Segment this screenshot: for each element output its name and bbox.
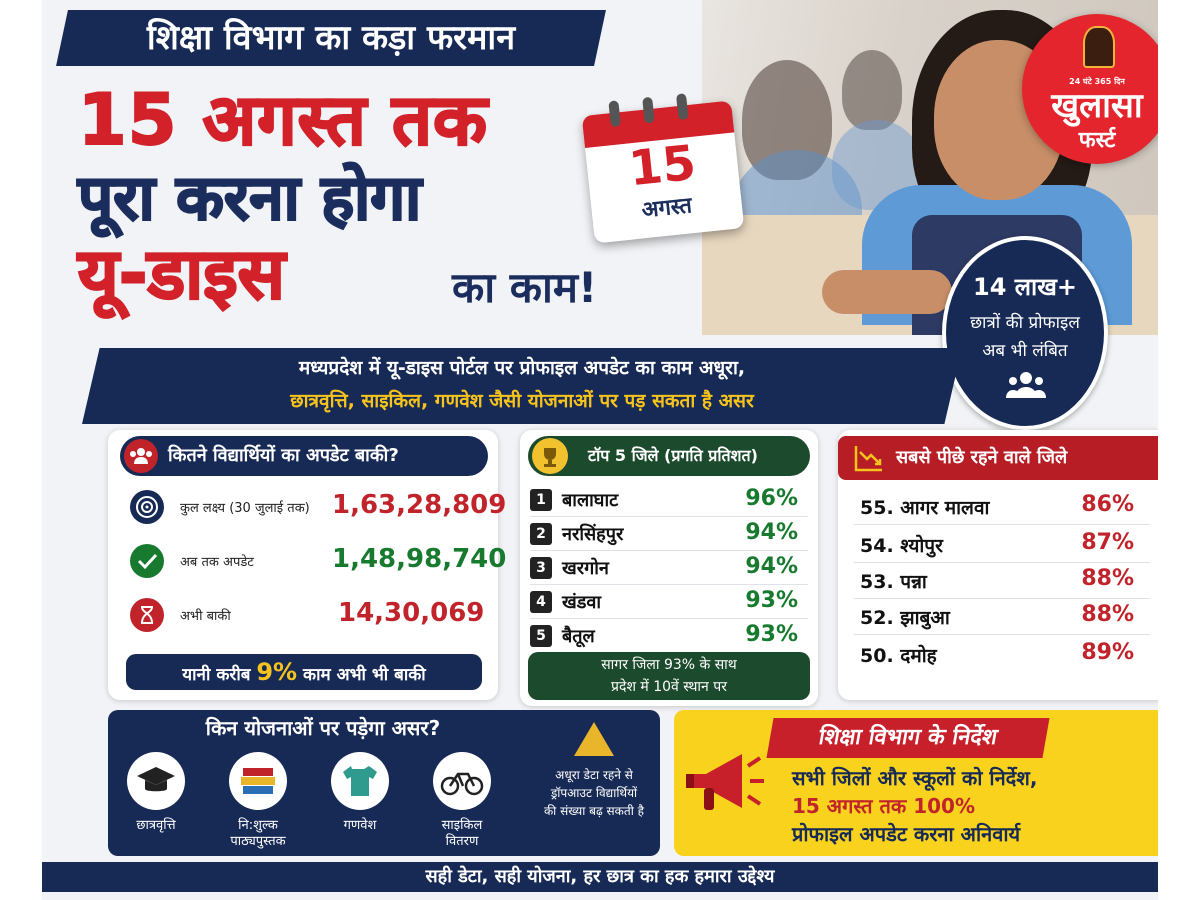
district-name: खरगोन — [562, 558, 609, 579]
instructions-title: शिक्षा विभाग के निर्देश — [766, 718, 1049, 758]
megaphone-icon — [678, 736, 768, 826]
district-pct: 89% — [1081, 640, 1134, 665]
rank: 1 — [530, 489, 552, 511]
list-item — [530, 618, 808, 652]
group-icon — [124, 439, 158, 473]
warning-line-2: ड्रॉपआउट विद्यार्थियों — [550, 786, 638, 800]
district-pct: 87% — [1081, 530, 1134, 555]
sagar-note-line-1: सागर जिला 93% के साथ — [601, 657, 737, 673]
pending-summary-suffix: काम अभी भी बाकी — [303, 665, 426, 685]
subheadline-line-2: छात्रवृत्ति, साइकिल, गणवेश जैसी योजनाओं पर पड़ सकता है असर — [290, 390, 754, 412]
district-pct: 88% — [1081, 602, 1134, 627]
pending-summary — [126, 654, 482, 690]
list-item — [530, 516, 808, 551]
scheme-label-line-1: नि:शुल्क — [238, 818, 278, 833]
instructions-line-2: 15 अगस्त तक 100% — [792, 794, 975, 818]
calendar-month: अगस्त — [640, 193, 694, 224]
hourglass-icon — [130, 598, 164, 632]
updated-label: अब तक अपडेट — [180, 555, 254, 570]
scheme-uniform — [320, 752, 400, 834]
pending-updates-title-text: कितने विद्यार्थियों का अपडेट बाकी? — [168, 445, 399, 466]
scheme-label — [422, 818, 502, 850]
pending-summary-prefix: यानी करीब — [182, 665, 251, 685]
headline-line-3: यू-डाइस — [78, 233, 285, 315]
scheme-label — [218, 818, 298, 850]
rank: 2 — [530, 523, 552, 545]
poster — [42, 0, 1158, 900]
pending-badge — [942, 236, 1108, 430]
remaining-value: 14,30,069 — [338, 598, 485, 628]
scheme-label: गणवेश — [343, 818, 377, 833]
district-pct: 96% — [745, 486, 798, 511]
pending-line-1: छात्रों की प्रोफाइल — [970, 313, 1080, 333]
bottom-title-text: सबसे पीछे रहने वाले जिले — [896, 447, 1068, 468]
uniform-icon — [331, 752, 389, 810]
scheme-free-textbooks — [218, 752, 298, 850]
top5-title-text: टॉप 5 जिले (प्रगति प्रतिशत) — [588, 446, 758, 465]
calendar-icon — [582, 101, 745, 244]
calendar-ring — [608, 100, 621, 127]
sagar-note-line-2: प्रदेश में 10वें स्थान पर — [611, 679, 727, 695]
updated-value: 1,48,98,740 — [332, 544, 507, 574]
district-name: 52. झाबुआ — [860, 607, 950, 629]
list-item — [854, 526, 1150, 563]
headline-line-1: 15 अगस्त तक — [78, 79, 488, 161]
top5-title — [528, 436, 810, 476]
instructions-line-3: प्रोफाइल अपडेट करना अनिवार्य — [792, 822, 1021, 846]
warning-text — [538, 766, 650, 820]
list-item — [530, 482, 808, 517]
subheadline-line-1: मध्यप्रदेश में यू-डाइस पोर्टल पर प्रोफाइल अपडेट का काम अधूरा, — [298, 357, 746, 379]
warning-line-1: अधूरा डेटा रहने से — [555, 768, 633, 782]
rank: 3 — [530, 557, 552, 579]
list-item — [854, 598, 1150, 635]
brand-logo — [1022, 14, 1158, 164]
trophy-icon — [532, 438, 568, 474]
top5-districts-card — [520, 430, 818, 706]
list-item — [854, 636, 1150, 672]
people-icon — [1006, 370, 1046, 400]
scheme-label-line-2: वितरण — [445, 834, 479, 849]
footer-slogan: सही डेटा, सही योजना, हर छात्र का हक हमारा उद्देश्य — [42, 862, 1158, 892]
idol-icon — [1083, 26, 1115, 68]
logo-tagline: 24 घंटे 365 दिन — [1069, 77, 1125, 86]
scheme-bicycle — [422, 752, 502, 850]
calendar-day: 15 — [626, 134, 699, 198]
list-item — [530, 550, 808, 585]
rank: 4 — [530, 591, 552, 613]
total-target-value: 1,63,28,809 — [332, 490, 507, 520]
district-name: खंडवा — [562, 592, 602, 613]
bottom-districts-card — [838, 430, 1158, 700]
district-pct: 94% — [745, 520, 798, 545]
check-icon — [130, 544, 164, 578]
title-banner: शिक्षा विभाग का कड़ा फरमान — [146, 18, 516, 58]
rank: 5 — [530, 625, 552, 647]
sagar-note — [528, 652, 810, 700]
girl-arm — [822, 270, 952, 314]
headline-line-2: पूरा करना होगा — [78, 161, 422, 234]
district-pct: 93% — [745, 622, 798, 647]
graduation-cap-icon — [127, 752, 185, 810]
scheme-label: छात्रवृत्ति — [136, 818, 176, 833]
district-name: बालाघाट — [562, 490, 619, 511]
calendar-ring — [676, 93, 689, 120]
district-pct: 94% — [745, 554, 798, 579]
list-item — [854, 488, 1150, 525]
pending-count: 14 लाख+ — [973, 273, 1077, 301]
affected-schemes-panel — [108, 710, 660, 856]
department-instructions-panel — [674, 710, 1158, 856]
instructions-line-1: सभी जिलों और स्कूलों को निर्देश, — [792, 766, 1038, 790]
district-name: 50. दमोह — [860, 645, 937, 667]
warning-line-3: की संख्या बढ़ सकती है — [543, 804, 645, 818]
pending-updates-card — [108, 430, 507, 700]
district-name: 53. पन्ना — [860, 571, 927, 593]
books-icon — [229, 752, 287, 810]
district-pct: 93% — [745, 588, 798, 613]
scheme-label-line-2: पाठ्यपुस्तक — [230, 834, 286, 849]
calendar-ring — [642, 97, 655, 124]
district-name: 55. आगर मालवा — [860, 497, 990, 519]
logo-sub: फर्स्ट — [1078, 128, 1116, 153]
district-name: नरसिंहपुर — [562, 524, 624, 545]
bicycle-icon — [433, 752, 491, 810]
headline-line-3-suffix: का काम! — [452, 263, 598, 312]
district-pct: 86% — [1081, 492, 1134, 517]
total-target-label: कुल लक्ष्य (30 जुलाई तक) — [180, 501, 310, 516]
bottom-title — [838, 436, 1158, 480]
trend-down-icon — [854, 444, 884, 472]
remaining-label: अभी बाकी — [180, 609, 231, 624]
district-name: बैतूल — [562, 626, 595, 647]
schemes-title: किन योजनाओं पर पड़ेगा असर? — [205, 716, 441, 740]
target-icon — [130, 490, 164, 524]
logo-name: खुलासा — [1051, 86, 1143, 126]
district-name: 54. श्योपुर — [860, 535, 943, 557]
district-pct: 88% — [1081, 566, 1134, 591]
pending-updates-title — [120, 436, 488, 476]
pending-line-2: अब भी लंबित — [982, 341, 1068, 361]
dropout-warning — [538, 722, 650, 820]
background-student-2 — [842, 50, 902, 130]
scheme-label-line-1: साइकिल — [441, 818, 483, 833]
list-item — [530, 584, 808, 619]
scheme-scholarship — [116, 752, 196, 834]
pending-summary-pct: 9% — [256, 658, 298, 686]
warning-icon — [574, 722, 614, 756]
list-item — [854, 562, 1150, 599]
